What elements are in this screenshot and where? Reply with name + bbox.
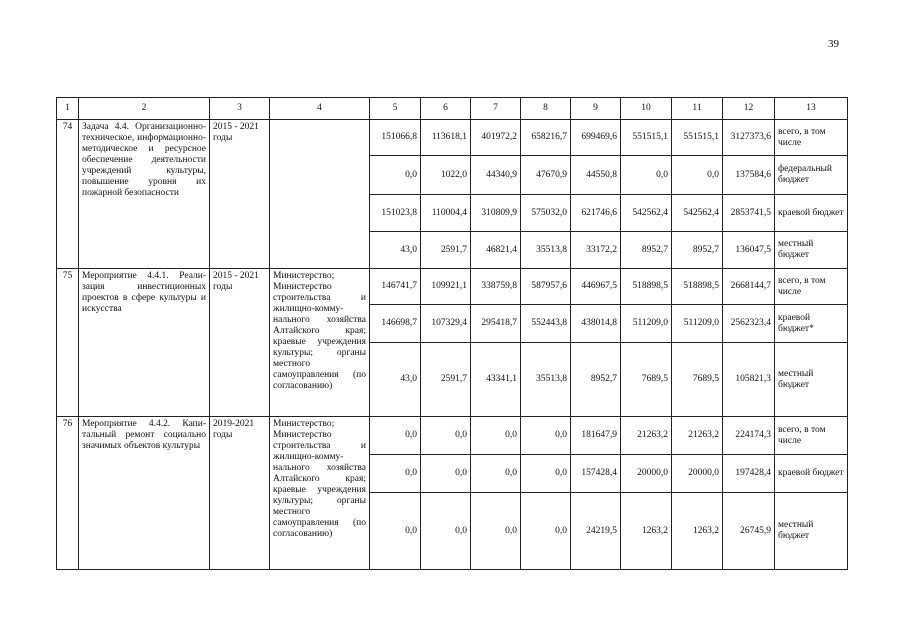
- value-cell: 146698,7: [370, 305, 421, 343]
- table-row: [57, 120, 848, 156]
- value-cell: 109921,1: [421, 269, 471, 305]
- value-cell: 1263,2: [621, 493, 672, 570]
- value-cell: 24219,5: [571, 493, 621, 570]
- value-cell: 146741,7: [370, 269, 421, 305]
- value-cell: 3127373,6: [723, 120, 775, 156]
- value-cell: 136047,5: [723, 232, 775, 269]
- value-cell: 224174,3: [723, 417, 775, 455]
- value-cell: 7689,5: [621, 343, 672, 417]
- page-number: 39: [828, 38, 839, 50]
- measure-name: Мероприятие 4.4.2. Капитальный ремонт социально значимых объектов культуры: [79, 417, 210, 570]
- value-cell: 0,0: [421, 493, 471, 570]
- value-cell: 542562,4: [672, 195, 723, 232]
- funding-source: краевой бюджет: [775, 455, 848, 493]
- value-cell: 0,0: [621, 156, 672, 195]
- table-row: [57, 269, 848, 305]
- value-cell: 47670,9: [521, 156, 571, 195]
- value-cell: 518898,5: [621, 269, 672, 305]
- period-years: 2015 - 2021 годы: [210, 269, 270, 417]
- value-cell: 2853741,5: [723, 195, 775, 232]
- value-cell: 0,0: [370, 493, 421, 570]
- header-row: [57, 98, 848, 120]
- value-cell: 542562,4: [621, 195, 672, 232]
- value-cell: 552443,8: [521, 305, 571, 343]
- value-cell: 0,0: [421, 455, 471, 493]
- value-cell: 2591,7: [421, 232, 471, 269]
- column-header: 12: [723, 98, 775, 120]
- value-cell: 46821,4: [471, 232, 521, 269]
- value-cell: 438014,8: [571, 305, 621, 343]
- value-cell: 110004,4: [421, 195, 471, 232]
- value-cell: 44340,9: [471, 156, 521, 195]
- funding-source: всего, в том числе: [775, 417, 848, 455]
- column-header: 13: [775, 98, 848, 120]
- column-header: 8: [521, 98, 571, 120]
- value-cell: 181647,9: [571, 417, 621, 455]
- value-cell: 35513,8: [521, 343, 571, 417]
- value-cell: 0,0: [370, 156, 421, 195]
- value-cell: 0,0: [521, 417, 571, 455]
- value-cell: 0,0: [370, 455, 421, 493]
- value-cell: 43341,1: [471, 343, 521, 417]
- value-cell: 0,0: [672, 156, 723, 195]
- value-cell: 35513,8: [521, 232, 571, 269]
- value-cell: 699469,6: [571, 120, 621, 156]
- value-cell: 295418,7: [471, 305, 521, 343]
- value-cell: 587957,6: [521, 269, 571, 305]
- value-cell: 33172,2: [571, 232, 621, 269]
- funding-source: местный бюджет: [775, 232, 848, 269]
- value-cell: 551515,1: [672, 120, 723, 156]
- budget-table: [56, 97, 848, 570]
- value-cell: 2591,7: [421, 343, 471, 417]
- column-header: 11: [672, 98, 723, 120]
- funding-source: федеральный бюджет: [775, 156, 848, 195]
- value-cell: 0,0: [471, 417, 521, 455]
- value-cell: 113618,1: [421, 120, 471, 156]
- value-cell: 518898,5: [672, 269, 723, 305]
- value-cell: 2668144,7: [723, 269, 775, 305]
- value-cell: 1022,0: [421, 156, 471, 195]
- value-cell: 0,0: [370, 417, 421, 455]
- funding-source: местный бюджет: [775, 493, 848, 570]
- value-cell: 137584,6: [723, 156, 775, 195]
- funding-source: краевой бюджет*: [775, 305, 848, 343]
- value-cell: 43,0: [370, 343, 421, 417]
- row-number: 74: [57, 120, 79, 269]
- value-cell: 20000,0: [621, 455, 672, 493]
- row-number: 75: [57, 269, 79, 417]
- value-cell: 8952,7: [672, 232, 723, 269]
- value-cell: 511209,0: [672, 305, 723, 343]
- value-cell: 43,0: [370, 232, 421, 269]
- funding-source: всего, в том числе: [775, 120, 848, 156]
- column-header: 6: [421, 98, 471, 120]
- value-cell: 107329,4: [421, 305, 471, 343]
- table-row: [57, 417, 848, 455]
- column-header: 10: [621, 98, 672, 120]
- row-number: 76: [57, 417, 79, 570]
- value-cell: 21263,2: [672, 417, 723, 455]
- value-cell: 621746,6: [571, 195, 621, 232]
- funding-source: местный бюджет: [775, 343, 848, 417]
- value-cell: 310809,9: [471, 195, 521, 232]
- value-cell: 44550,8: [571, 156, 621, 195]
- column-header: 4: [270, 98, 370, 120]
- value-cell: 446967,5: [571, 269, 621, 305]
- column-header: 2: [79, 98, 210, 120]
- value-cell: 0,0: [521, 455, 571, 493]
- value-cell: 105821,3: [723, 343, 775, 417]
- value-cell: 151066,8: [370, 120, 421, 156]
- measure-name: Мероприятие 4.4.1. Реализация инвестиционных проектов в сфере культуры и искусства: [79, 269, 210, 417]
- value-cell: 551515,1: [621, 120, 672, 156]
- value-cell: 0,0: [471, 455, 521, 493]
- column-header: 9: [571, 98, 621, 120]
- value-cell: 1263,2: [672, 493, 723, 570]
- value-cell: 338759,8: [471, 269, 521, 305]
- value-cell: 401972,2: [471, 120, 521, 156]
- value-cell: 20000,0: [672, 455, 723, 493]
- value-cell: 7689,5: [672, 343, 723, 417]
- executor: Министерство; Министерство строительства и жилищно-коммунального хозяйства Алтайского края; краевые учреждения культуры; органы местного самоуправления (по согласованию): [270, 417, 370, 570]
- executor: Министерство; Министерство строительства и жилищно-коммунального хозяйства Алтайского края; краевые учреждения культуры; органы местного самоуправления (по согласованию): [270, 269, 370, 417]
- executor: [270, 120, 370, 269]
- value-cell: 197428,4: [723, 455, 775, 493]
- column-header: 5: [370, 98, 421, 120]
- column-header: 3: [210, 98, 270, 120]
- value-cell: 8952,7: [621, 232, 672, 269]
- funding-source: краевой бюджет: [775, 195, 848, 232]
- funding-source: всего, в том числе: [775, 269, 848, 305]
- value-cell: 8952,7: [571, 343, 621, 417]
- column-header: 7: [471, 98, 521, 120]
- column-header: 1: [57, 98, 79, 120]
- measure-name: Задача 4.4. Организационно-техническое, информационно-методическое и ресурсное обеспечение деятельности учреждений культуры, повышение уровня их пожарной безопасности: [79, 120, 210, 269]
- period-years: 2015 - 2021 годы: [210, 120, 270, 269]
- value-cell: 21263,2: [621, 417, 672, 455]
- value-cell: 0,0: [421, 417, 471, 455]
- value-cell: 2562323,4: [723, 305, 775, 343]
- value-cell: 575032,0: [521, 195, 571, 232]
- period-years: 2019-2021 годы: [210, 417, 270, 570]
- value-cell: 26745,9: [723, 493, 775, 570]
- value-cell: 0,0: [521, 493, 571, 570]
- value-cell: 157428,4: [571, 455, 621, 493]
- value-cell: 511209,0: [621, 305, 672, 343]
- value-cell: 658216,7: [521, 120, 571, 156]
- value-cell: 151023,8: [370, 195, 421, 232]
- value-cell: 0,0: [471, 493, 521, 570]
